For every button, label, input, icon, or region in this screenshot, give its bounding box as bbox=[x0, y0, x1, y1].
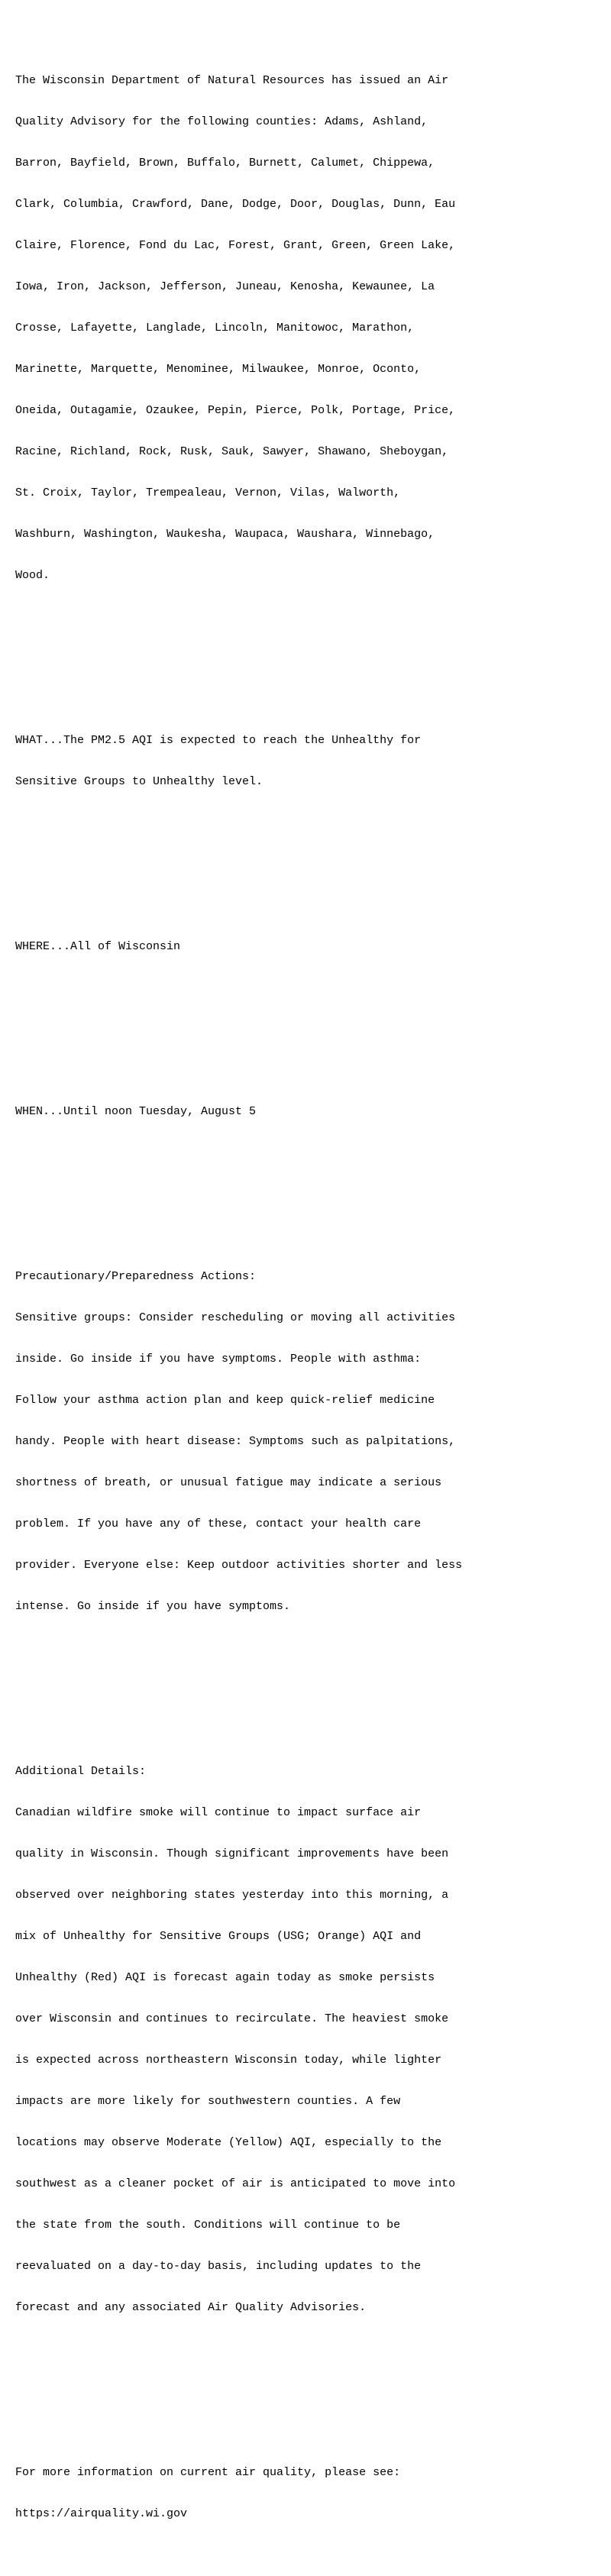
details-line: the state from the south. Conditions will continue to be bbox=[15, 2219, 401, 2232]
intro-paragraph bbox=[15, 47, 603, 610]
intro-line: Wood. bbox=[15, 569, 50, 582]
blank-line bbox=[15, 651, 603, 665]
details-line: locations may observe Moderate (Yellow) AQI, especially to the bbox=[15, 2136, 442, 2149]
details-line: observed over neighboring states yesterday into this morning, a bbox=[15, 1889, 449, 1902]
intro-line: Claire, Florence, Fond du Lac, Forest, Grant, Green, Green Lake, bbox=[15, 239, 456, 252]
what-paragraph bbox=[15, 706, 603, 816]
details-line: southwest as a cleaner pocket of air is anticipated to move into bbox=[15, 2177, 456, 2190]
precautions-line: problem. If you have any of these, contact your health care bbox=[15, 1517, 422, 1530]
details-line: over Wisconsin and continues to recirculate. The heaviest smoke bbox=[15, 2012, 449, 2025]
details-line: Unhealthy (Red) AQI is forecast again today as smoke persists bbox=[15, 1971, 435, 1984]
intro-line: Quality Advisory for the following counties: Adams, Ashland, bbox=[15, 115, 428, 128]
details-line: mix of Unhealthy for Sensitive Groups (USG; Orange) AQI and bbox=[15, 1930, 422, 1943]
details-section bbox=[15, 1737, 603, 2342]
air-quality-url: https://airquality.wi.gov bbox=[15, 2507, 188, 2520]
what-line: WHAT...The PM2.5 AQI is expected to reach the Unhealthy for bbox=[15, 734, 422, 747]
air-quality-advisory-text bbox=[15, 5, 603, 2576]
where-line: WHERE...All of Wisconsin bbox=[15, 940, 181, 953]
blank-line bbox=[15, 858, 603, 871]
precautions-line: intense. Go inside if you have symptoms. bbox=[15, 1600, 291, 1613]
what-line: Sensitive Groups to Unhealthy level. bbox=[15, 775, 263, 788]
intro-line: Iowa, Iron, Jackson, Jefferson, Juneau, Kenosha, Kewaunee, La bbox=[15, 280, 435, 293]
precautions-line: provider. Everyone else: Keep outdoor activities shorter and less bbox=[15, 1559, 463, 1572]
intro-line: Barron, Bayfield, Brown, Buffalo, Burnett, Calumet, Chippewa, bbox=[15, 157, 435, 170]
details-line: is expected across northeastern Wisconsin today, while lighter bbox=[15, 2054, 442, 2067]
precautions-line: inside. Go inside if you have symptoms. People with asthma: bbox=[15, 1353, 422, 1366]
details-line: quality in Wisconsin. Though significant improvements have been bbox=[15, 1847, 449, 1860]
intro-line: Oneida, Outagamie, Ozaukee, Pepin, Pierce, Polk, Portage, Price, bbox=[15, 404, 456, 417]
more-info-line: For more information on current air quality, please see: bbox=[15, 2466, 401, 2479]
precautions-line: Sensitive groups: Consider rescheduling or moving all activities bbox=[15, 1311, 456, 1324]
intro-line: The Wisconsin Department of Natural Resources has issued an Air bbox=[15, 74, 449, 87]
blank-line bbox=[15, 1023, 603, 1036]
when-line: WHEN...Until noon Tuesday, August 5 bbox=[15, 1105, 257, 1118]
blank-line bbox=[15, 1682, 603, 1696]
precautions-section bbox=[15, 1243, 603, 1641]
details-line: Canadian wildfire smoke will continue to impact surface air bbox=[15, 1806, 422, 1819]
intro-line: Washburn, Washington, Waukesha, Waupaca, Waushara, Winnebago, bbox=[15, 528, 435, 541]
intro-line: Racine, Richland, Rock, Rusk, Sauk, Sawyer, Shawano, Sheboygan, bbox=[15, 445, 449, 458]
blank-line bbox=[15, 2384, 603, 2397]
precautions-heading: Precautionary/Preparedness Actions: bbox=[15, 1270, 257, 1283]
blank-line bbox=[15, 1188, 603, 1201]
precautions-line: shortness of breath, or unusual fatigue may indicate a serious bbox=[15, 1476, 442, 1489]
intro-line: Crosse, Lafayette, Langlade, Lincoln, Manitowoc, Marathon, bbox=[15, 322, 415, 335]
details-line: impacts are more likely for southwestern counties. A few bbox=[15, 2095, 401, 2108]
where-paragraph bbox=[15, 913, 603, 981]
details-line: forecast and any associated Air Quality Advisories. bbox=[15, 2301, 367, 2314]
intro-line: St. Croix, Taylor, Trempealeau, Vernon, Vilas, Walworth, bbox=[15, 486, 401, 499]
details-line: reevaluated on a day-to-day basis, including updates to the bbox=[15, 2260, 422, 2273]
precautions-line: handy. People with heart disease: Symptoms such as palpitations, bbox=[15, 1435, 456, 1448]
intro-line: Marinette, Marquette, Menominee, Milwaukee, Monroe, Oconto, bbox=[15, 363, 422, 376]
precautions-line: Follow your asthma action plan and keep quick-relief medicine bbox=[15, 1394, 435, 1407]
details-heading: Additional Details: bbox=[15, 1765, 147, 1778]
when-paragraph bbox=[15, 1078, 603, 1146]
intro-line: Clark, Columbia, Crawford, Dane, Dodge, Door, Douglas, Dunn, Eau bbox=[15, 198, 456, 211]
more-info-section bbox=[15, 2439, 603, 2549]
